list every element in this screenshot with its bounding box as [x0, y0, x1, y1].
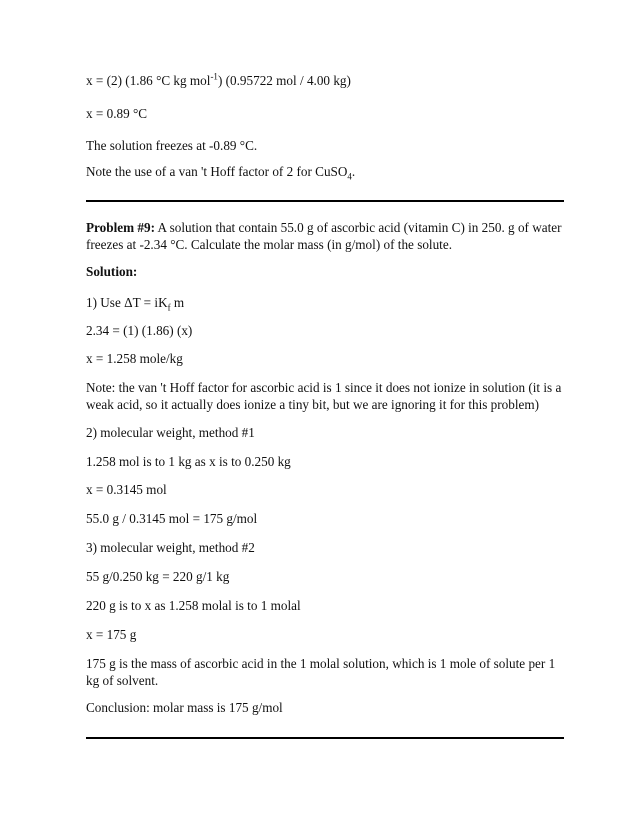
equation-text: x = (2) (1.86 °C kg mol [86, 73, 211, 88]
calculation-line: 55.0 g / 0.3145 mol = 175 g/mol [86, 511, 258, 526]
superscript: -1 [210, 71, 218, 82]
section-divider [86, 737, 564, 739]
explanation-paragraph: 175 g is the mass of ascorbic acid in the 1 molal solution, which is 1 mole of solute per 1 kg of solvent. [86, 656, 556, 688]
step-text: m [170, 295, 185, 310]
section-divider [86, 200, 564, 202]
calculation-line: 55 g/0.250 kg = 220 g/1 kg [86, 569, 230, 584]
result-line: x = 0.3145 mol [86, 482, 167, 497]
note-line [86, 163, 564, 180]
solution-heading: Solution: [86, 264, 138, 279]
step-text: 1) Use ΔT = iK [86, 295, 168, 310]
step-line [86, 294, 564, 311]
equation-line: 2.34 = (1) (1.86) (x) [86, 323, 193, 338]
note-paragraph: Note: the van 't Hoff factor for ascorbic acid is 1 since it does not ionize in solution (it is a weak acid, so it actually does ionize a tiny bit, but we are ignoring it for this problem) [86, 380, 562, 412]
subscript: 4 [347, 171, 352, 182]
result-line: x = 0.89 °C [86, 106, 148, 121]
result-line: x = 1.258 mole/kg [86, 351, 183, 366]
result-line: x = 175 g [86, 627, 137, 642]
equation-line [86, 72, 564, 89]
method-heading: 2) molecular weight, method #1 [86, 425, 255, 440]
equation-text: ) (0.95722 mol / 4.00 kg) [217, 73, 351, 88]
problem-statement [86, 219, 564, 253]
problem-label: Problem #9: [86, 220, 155, 235]
conclusion-line: Conclusion: molar mass is 175 g/mol [86, 700, 283, 715]
problem-text: A solution that contain 55.0 g of ascorbic acid (vitamin C) in 250. g of water freezes at -2.34 °C. Calculate the molar mass (in g/mol) of the solute. [86, 220, 562, 252]
subscript: f [167, 302, 171, 313]
method-heading: 3) molecular weight, method #2 [86, 540, 255, 555]
calculation-line: 1.258 mol is to 1 kg as x is to 0.250 kg [86, 454, 291, 469]
note-text: . [351, 164, 356, 179]
calculation-line: 220 g is to x as 1.258 molal is to 1 molal [86, 598, 301, 613]
note-text: Note the use of a van 't Hoff factor of 2 for CuSO [86, 164, 348, 179]
statement-line: The solution freezes at -0.89 °C. [86, 138, 258, 153]
